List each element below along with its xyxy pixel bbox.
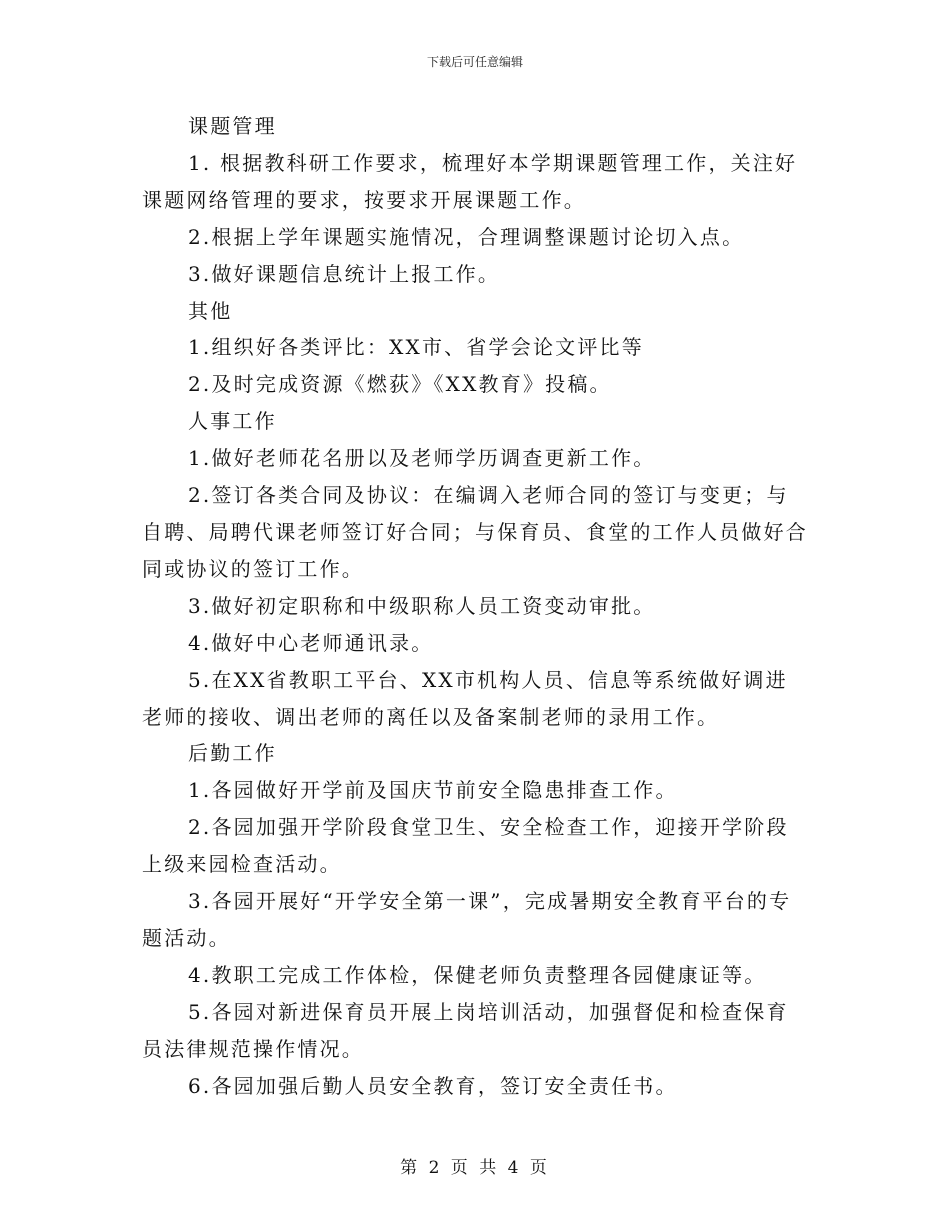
page-header-note: 下载后可任意编辑 [426, 55, 523, 69]
paragraph: 2.及时完成资源《燃荻》《XX教育》投稿。 [188, 372, 612, 397]
paragraph: 4.做好中心老师通讯录。 [188, 630, 434, 655]
section-heading-logistics: 后勤工作 [188, 741, 277, 766]
paragraph: 3.做好课题信息统计上报工作。 [188, 261, 501, 286]
section-heading-research: 课题管理 [188, 114, 277, 138]
paragraph: 4.教职工完成工作体检，保健老师负责整理各园健康证等。 [188, 962, 767, 987]
paragraph: 3.各园开展好“开学安全第一课”，完成暑期安全教育平台的专题活动。 [142, 889, 792, 950]
paragraph: 2.根据上学年课题实施情况，合理调整课题讨论切入点。 [188, 224, 745, 249]
paragraph: 1. 根据教科研工作要求，梳理好本学期课题管理工作，关注好课题网络管理的要求，按要求开展课题工作。 [142, 150, 798, 212]
paragraph: 1.组织好各类评比：XX市、省学会论文评比等 [188, 335, 644, 360]
paragraph: 1.各园做好开学前及国庆节前安全隐患排查工作。 [188, 778, 678, 803]
paragraph: 2.签订各类合同及协议：在编调入老师合同的签订与变更；与自聘、局聘代课老师签订好合同；与保育员、食堂的工作人员做好合同或协议的签订工作。 [142, 483, 808, 581]
document-body [142, 108, 810, 1104]
page-number-footer: 第 2 页 共 4 页 [400, 1158, 550, 1178]
paragraph: 6.各园加强后勤人员安全教育，签订安全责任书。 [188, 1073, 678, 1098]
section-heading-personnel: 人事工作 [188, 409, 277, 434]
section-heading-other: 其他 [188, 298, 233, 323]
paragraph: 5.在XX省教职工平台、XX市机构人员、信息等系统做好调进老师的接收、调出老师的离任以及备案制老师的录用工作。 [142, 667, 788, 729]
paragraph: 1.做好老师花名册以及老师学历调查更新工作。 [188, 446, 656, 471]
paragraph: 2.各园加强开学阶段食堂卫生、安全检查工作，迎接开学阶段上级来园检查活动。 [142, 815, 789, 877]
paragraph: 3.做好初定职称和中级职称人员工资变动审批。 [188, 593, 656, 618]
paragraph: 5.各园对新进保育员开展上岗培训活动，加强督促和检查保育员法律规范操作情况。 [142, 999, 789, 1061]
